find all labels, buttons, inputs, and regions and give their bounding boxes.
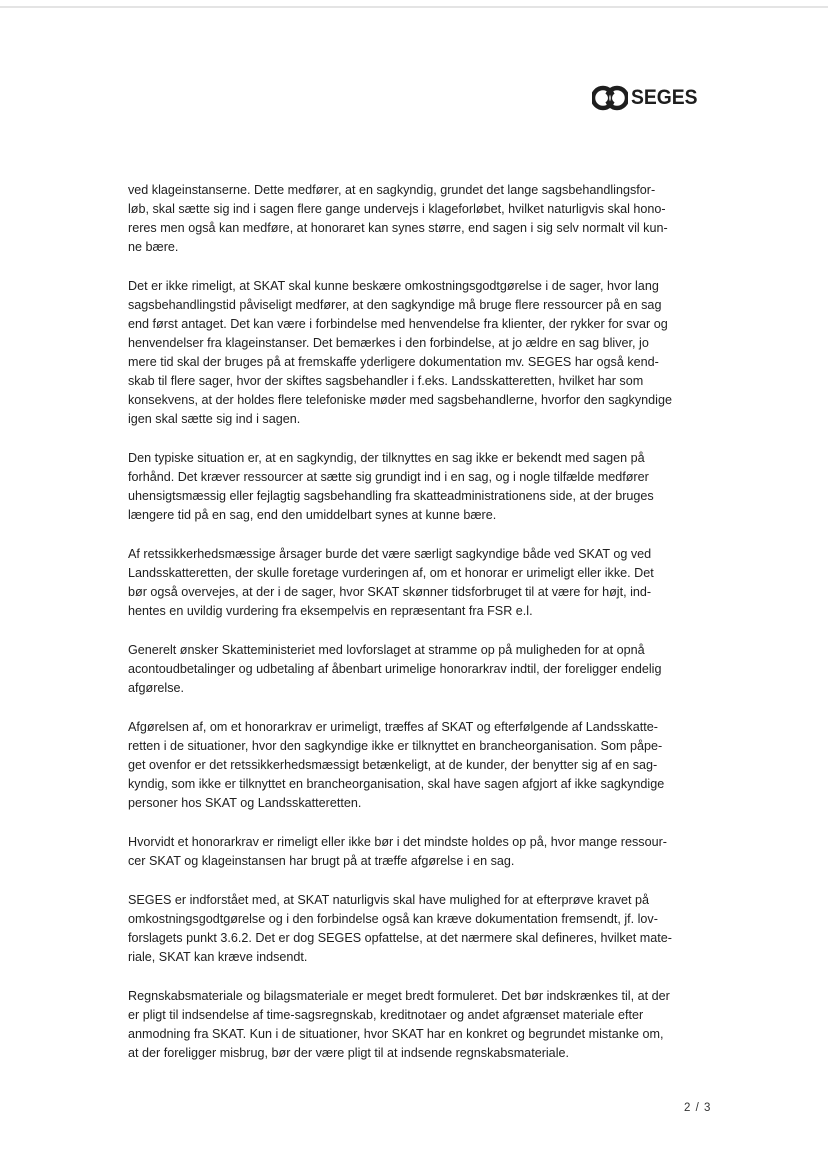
paragraph-line: løb, skal sætte sig ind i sagen flere gange undervejs i klageforløbet, hvilket naturligvis skal hono-: [128, 202, 666, 216]
paragraph: [128, 718, 706, 813]
paragraph-line: mere tid skal der bruges på at fremskaffe yderligere dokumentation mv. SEGES har også kend-: [128, 355, 659, 369]
paragraph: [128, 277, 706, 429]
paragraph-line: forslagets punkt 3.6.2. Det er dog SEGES opfattelse, at det nærmere skal defineres, hvilket mate-: [128, 931, 672, 945]
paragraph-line: Det er ikke rimeligt, at SKAT skal kunne beskære omkostningsgodtgørelse i de sager, hvor lang: [128, 279, 659, 293]
paragraph-line: kyndig, som ikke er tilknyttet en brancheorganisation, skal have sagen afgjort af ikke sagkyndige: [128, 777, 665, 791]
paragraph-line: hentes en uvildig vurdering fra eksempelvis en repræsentant fra FSR e.l.: [128, 604, 533, 618]
paragraph: [128, 641, 706, 698]
paragraph-line: længere tid på en sag, end den umiddelbart synes at kunne bære.: [128, 508, 497, 522]
seges-emblem-icon: [592, 84, 628, 112]
paragraph-line: henvendelser fra klageinstanser. Det bemærkes i den forbindelse, at jo ældre en sag bliver, jo: [128, 336, 649, 350]
paragraph-line: Den typiske situation er, at en sagkyndig, der tilknyttes en sag ikke er bekendt med sagen på: [128, 451, 645, 465]
logo-wordmark: SEGES: [631, 86, 698, 109]
page-top-edge: [0, 6, 828, 8]
page-number: 2 / 3: [684, 1102, 712, 1114]
paragraph-line: ved klageinstanserne. Dette medfører, at en sagkyndig, grundet det lange sagsbehandlingsfor-: [128, 183, 656, 197]
paragraph: [128, 833, 706, 871]
paragraph-line: uhensigtsmæssig eller fejlagtig sagsbehandling fra skatteadministrationens side, at der bruges: [128, 489, 654, 503]
paragraph: [128, 449, 706, 525]
paragraph-line: Af retssikkerhedsmæssige årsager burde det være særligt sagkyndige både ved SKAT og ved: [128, 547, 652, 561]
paragraph-line: end først antaget. Det kan være i forbindelse med henvendelse fra klienter, der rykker for svar og: [128, 317, 668, 331]
paragraph-line: Generelt ønsker Skatteministeriet med lovforslaget at stramme op på muligheden for at opnå: [128, 643, 645, 657]
paragraph-line: Regnskabsmateriale og bilagsmateriale er meget bredt formuleret. Det bør indskrænkes til, at der: [128, 989, 670, 1003]
paragraph-line: bør også overvejes, at der i de sager, hvor SKAT skønner tidsforbruget til at være for højt, ind-: [128, 585, 652, 599]
paragraph: [128, 181, 706, 257]
paragraph-line: cer SKAT og klageinstansen har brugt på at træffe afgørelse i en sag.: [128, 854, 515, 868]
paragraph-line: Landsskatteretten, der skulle foretage vurderingen af, om et honorar er urimeligt eller ikke. Det: [128, 566, 654, 580]
paragraph-line: retten i de situationer, hvor den sagkyndige ikke er tilknyttet en brancheorganisation. Som påpe-: [128, 739, 663, 753]
paragraph-line: Afgørelsen af, om et honorarkrav er urimeligt, træffes af SKAT og efterfølgende af Landsskatte-: [128, 720, 658, 734]
paragraph-line: riale, SKAT kan kræve indsendt.: [128, 950, 308, 964]
paragraph-line: igen skal sætte sig ind i sagen.: [128, 412, 301, 426]
paragraph: [128, 987, 706, 1063]
paragraph-line: personer hos SKAT og Landsskatteretten.: [128, 796, 362, 810]
paragraph-line: omkostningsgodtgørelse og i den forbindelse også kan kræve dokumentation fremsendt, jf. lov-: [128, 912, 658, 926]
paragraph-line: anmodning fra SKAT. Kun i de situationer, hvor SKAT har en konkret og begrundet mistanke om,: [128, 1027, 664, 1041]
paragraph-line: konsekvens, at der holdes flere telefoniske møder med sagsbehandlerne, hvorfor den sagkyndige: [128, 393, 672, 407]
paragraph-line: at der foreligger misbrug, bør der være pligt til at indsende regnskabsmateriale.: [128, 1046, 569, 1060]
paragraph-line: afgørelse.: [128, 681, 184, 695]
seges-logo: [592, 84, 703, 112]
paragraph-line: get ovenfor er det retssikkerhedsmæssigt betænkeligt, at de kunder, der benytter sig af en sag-: [128, 758, 658, 772]
paragraph-line: reres men også kan medføre, at honoraret kan synes større, end sagen i sig selv normalt vil kun-: [128, 221, 668, 235]
letter-body: [128, 181, 706, 1083]
paragraph-line: SEGES er indforstået med, at SKAT naturligvis skal have mulighed for at efterprøve kravet på: [128, 893, 650, 907]
paragraph-line: forhånd. Det kræver ressourcer at sætte sig grundigt ind i en sag, og i nogle tilfælde medfører: [128, 470, 649, 484]
paragraph-line: ne bære.: [128, 240, 179, 254]
paragraph-line: sagsbehandlingstid påviseligt medfører, at den sagkyndige må bruge flere ressourcer på en sag: [128, 298, 662, 312]
paragraph: [128, 545, 706, 621]
paragraph-line: acontoudbetalinger og udbetaling af åbenbart urimelige honorarkrav indtil, der foreligger endelig: [128, 662, 662, 676]
paragraph-line: er pligt til indsendelse af time-sagsregnskab, kreditnotaer og andet afgrænset materiale efter: [128, 1008, 644, 1022]
paragraph: [128, 891, 706, 967]
paragraph-line: Hvorvidt et honorarkrav er rimeligt eller ikke bør i det mindste holdes op på, hvor mange ressour-: [128, 835, 667, 849]
paragraph-line: skab til flere sager, hvor der skiftes sagsbehandler i f.eks. Landsskatteretten, hvilket har som: [128, 374, 644, 388]
